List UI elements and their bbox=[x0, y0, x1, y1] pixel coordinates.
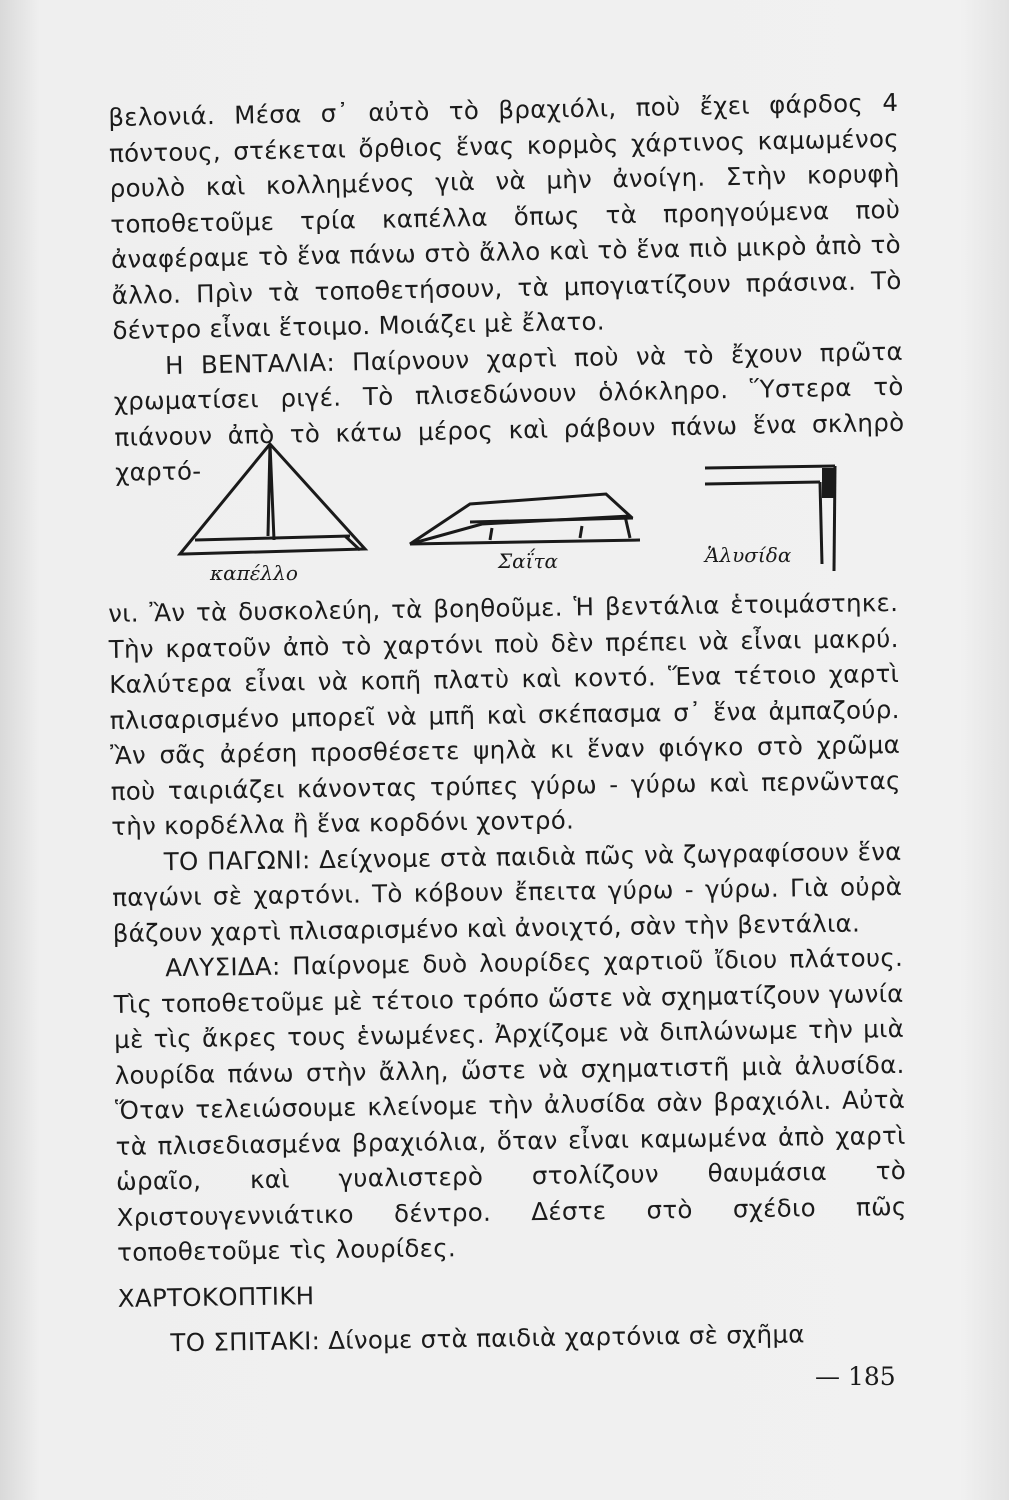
hat-label: καπέλλο bbox=[210, 561, 298, 585]
paragraph-peacock: ΤΟ ΠΑΓΩΝΙ: Δείχνομε στὰ παιδιὰ πῶς νὰ ζωγραφίσουν ἕνα παγώνι σὲ χαρτόνι. Τὸ κόβουν ἔπειτα γύρω - γύρω. Γιὰ οὐρὰ βάζουν χαρτὶ πλισαρισμένο καὶ ἀνοιχτό, σὰν τὴν βεντάλια. bbox=[112, 836, 903, 948]
page-number: — 185 bbox=[815, 1362, 896, 1391]
hat-drawing bbox=[180, 444, 365, 554]
arrow-drawing bbox=[410, 494, 640, 544]
paragraph-fan-continued: νι. Ἂν τὰ δυσκολεύη, τὰ βοηθοῦμε. Ἡ βεντάλια ἑτοιμάστηκε. Τὴν κρατοῦν ἀπὸ τὸ χαρτόνι ποὺ δὲν πρέπει νὰ εἶναι μακρύ. Καλύτερα εἶναι νὰ κοπῆ πλατὺ καὶ κοντό. Ἕνα τέτοιο χαρτὶ πλισαρισμένο μπορεῖ νὰ μπῆ καὶ σκέπασμα σ᾽ ἕνα ἀμπαζούρ. Ἂν σᾶς ἀρέση προσθέσετε ψηλὰ κι ἕναν φιόγκο στὸ χρῶμα ποὺ ταιριάζει κάνοντας τρύπες γύρω - γύρω καὶ περνῶντας τὴν κορδέλλα ἢ ἕνα κορδόνι χοντρό. bbox=[108, 587, 901, 841]
arrow-label: Σαΐτα bbox=[498, 549, 559, 573]
paragraph-tree: βελονιά. Μέσα σ᾽ αὐτὸ τὸ βραχιόλι, ποὺ ἔχει φάρδος 4 πόντους, στέκεται ὄρθιος ἕνας κορμὸς χάρτινος καμωμένος ρουλὸ καὶ κολλημένος γιὰ νὰ μὴν ἀνοίγη. Στὴν κορυφὴ τοποθετοῦμε τρία καπέλλα ὅπως τὰ προηγούμενα ποὺ ἀναφέραμε τὸ ἕνα πάνω στὸ ἄλλο καὶ τὸ ἕνα πιὸ μικρὸ ἀπὸ τὸ ἄλλο. Πρὶν τὰ τοποθετήσουν, τὰ μπογιατίζουν πράσινα. Τὸ δέντρο εἶναι ἕτοιμο. Μοιάζει μὲ ἔλατο. bbox=[108, 87, 902, 345]
paragraph-house: ΤΟ ΣΠΙΤΑΚΙ: Δίνομε στὰ παιδιὰ χαρτόνια σὲ σχῆμα bbox=[170, 1319, 805, 1358]
section-heading: ΧΑΡΤΟΚΟΠΤΙΚΗ bbox=[117, 1280, 315, 1313]
paragraph-fan: Η ΒΕΝΤΑΛΙΑ: Παίρνουν χαρτὶ ποὺ νὰ τὸ ἔχουν πρῶτα χρωματίσει ριγέ. Τὸ πλισεδώνουν ὁλόκληρο. Ὕστερα τὸ πιάνουν ἀπὸ τὸ κάτω μέρος καὶ ράβουν πάνω ἕνα σκληρὸ χαρτό- bbox=[113, 336, 905, 487]
paragraph-chain: ΑΛΥΣΙΔΑ: Παίρνομε δυὸ λουρίδες χαρτιοῦ ἴδιου πλάτους. Τὶς τοποθετοῦμε μὲ τέτοιο τρόπο ὥστε νὰ σχηματίζουν γωνία μὲ τὶς ἄκρες τους ἑνωμένες. Ἀρχίζομε νὰ διπλώνωμε τὴν μιὰ λουρίδα πάνω στὴν ἄλλη, ὥστε νὰ σχηματιστῆ μιὰ ἀλυσίδα. Ὅταν τελειώσουμε κλείνομε τὴν ἀλυσίδα σὰν βραχιόλι. Αὐτὰ τὰ πλισεδιασμένα βραχιόλια, ὅταν εἶναι καμωμένα ἀπὸ χαρτὶ ὡραῖο, καὶ γυαλιστερὸ στολίζουν θαυμάσια τὸ Χριστουγεννιάτικο δέντρο. Δέστε στὸ σχέδιο πῶς τοποθετοῦμε τὶς λουρίδες. bbox=[113, 942, 907, 1267]
text-block-top bbox=[108, 85, 905, 491]
text-block-bottom bbox=[108, 585, 909, 1361]
folding-diagram bbox=[170, 436, 860, 596]
chain-label: Ἁλυσίδα bbox=[705, 543, 792, 567]
